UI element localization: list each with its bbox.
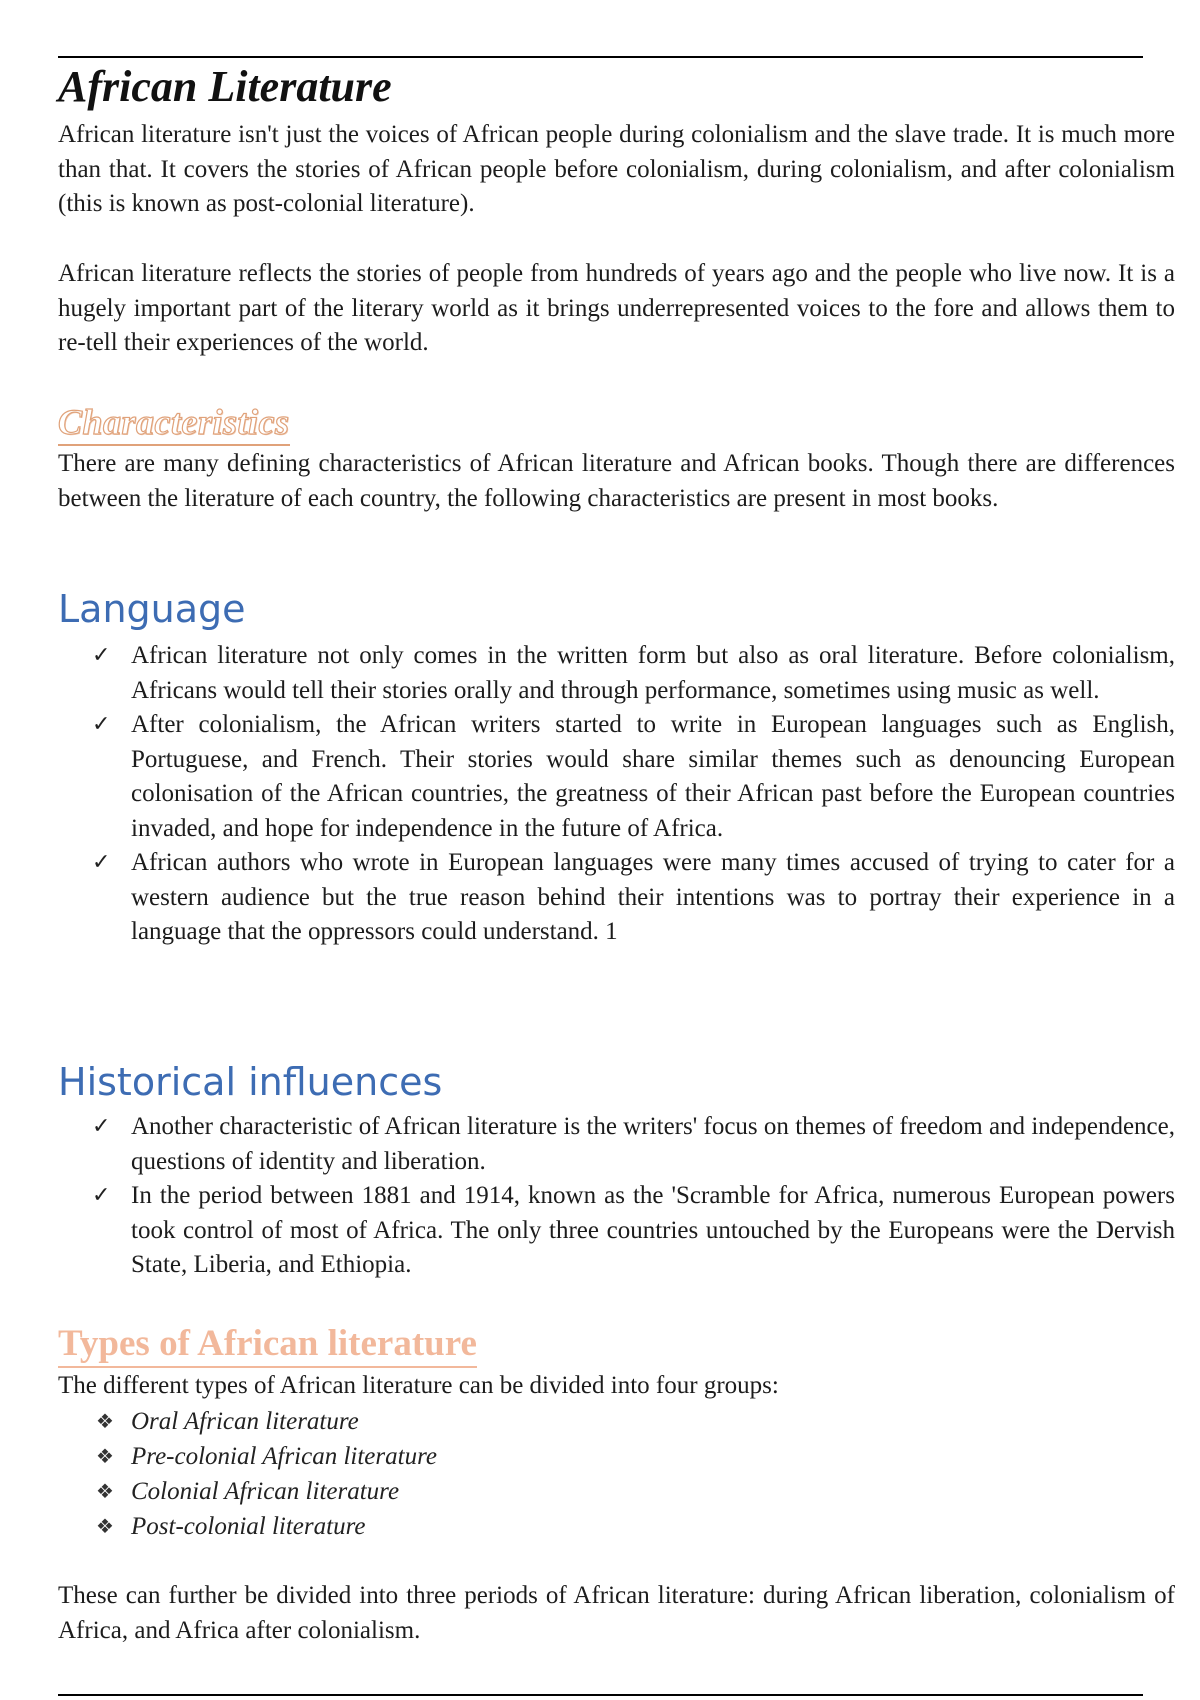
list-item: ✓ In the period between 1881 and 1914, known as the 'Scramble for Africa, numerous European powers took control of most of Africa. The only three countries untouched by the Europeans were the Dervish State, Liberia, and Ethiopia.	[58, 1179, 1175, 1283]
list-item: ❖ Pre-colonial African literature	[58, 1439, 437, 1474]
list-item: ❖ Post-colonial literature	[58, 1509, 437, 1544]
document-title: African Literature	[58, 62, 392, 111]
check-mark-icon: ✓	[92, 643, 111, 668]
check-mark-icon: ✓	[92, 850, 111, 875]
check-mark-icon: ✓	[92, 1183, 111, 1208]
four-diamond-bullet-icon: ❖	[96, 1479, 114, 1503]
types-outro: These can further be divided into three periods of African literature: during African liberation, colonialism of Africa, and Africa after colonialism.	[58, 1582, 1175, 1644]
four-diamond-bullet-icon: ❖	[96, 1514, 114, 1538]
list-item: ❖ Oral African literature	[58, 1404, 437, 1439]
check-mark-icon: ✓	[92, 712, 111, 737]
intro-paragraph-2: African literature reflects the stories of people from hundreds of years ago and the people who live now. It is a hugely important part of the literary world as it brings underrepresented voices to the fore and allows them to re-tell their experiences of the world.	[58, 260, 1175, 356]
four-diamond-bullet-icon: ❖	[96, 1444, 114, 1468]
bottom-rule	[58, 1694, 1143, 1696]
types-intro: The different types of African literature can be divided into four groups:	[58, 1372, 779, 1399]
language-heading: Language	[58, 587, 246, 631]
list-item: ✓ African literature not only comes in the written form but also as oral literature. Before colonialism, Africans would tell their stories orally and through performance, sometimes using music as well.	[58, 639, 1175, 708]
intro-paragraph-1: African literature isn't just the voices of African people during colonialism and the slave trade. It is much more than that. It covers the stories of African people before colonialism, during colonialism, and after colonialism (this is known as post-colonial literature).	[58, 121, 1175, 217]
list-item: ✓ Another characteristic of African literature is the writers' focus on themes of freedom and independence, questions of identity and liberation.	[58, 1110, 1175, 1179]
list-item: ✓ African authors who wrote in European languages were many times accused of trying to cater for a western audience but the true reason behind their intentions was to portray their experience in a language that the oppressors could understand. 1	[58, 846, 1175, 950]
characteristics-paragraph: There are many defining characteristics of African literature and African books. Though there are differences between the literature of each country, the following characteristics are present in most books.	[58, 450, 1175, 512]
types-heading: Types of African literature	[58, 1322, 477, 1368]
list-item: ❖ Colonial African literature	[58, 1474, 437, 1509]
characteristics-heading: Characteristics	[58, 400, 290, 446]
four-diamond-bullet-icon: ❖	[96, 1409, 114, 1433]
language-list	[58, 639, 1175, 950]
list-item: ✓ After colonialism, the African writers started to write in European languages such as English, Portuguese, and French. Their stories would share similar themes such as denouncing European colonisation of the African countries, the greatness of their African past before the European countries invaded, and hope for independence in the future of Africa.	[58, 708, 1175, 846]
historical-influences-heading: Historical influences	[58, 1060, 443, 1104]
check-mark-icon: ✓	[92, 1114, 111, 1139]
historical-list	[58, 1110, 1175, 1283]
types-list	[58, 1404, 437, 1544]
top-rule	[58, 56, 1143, 58]
